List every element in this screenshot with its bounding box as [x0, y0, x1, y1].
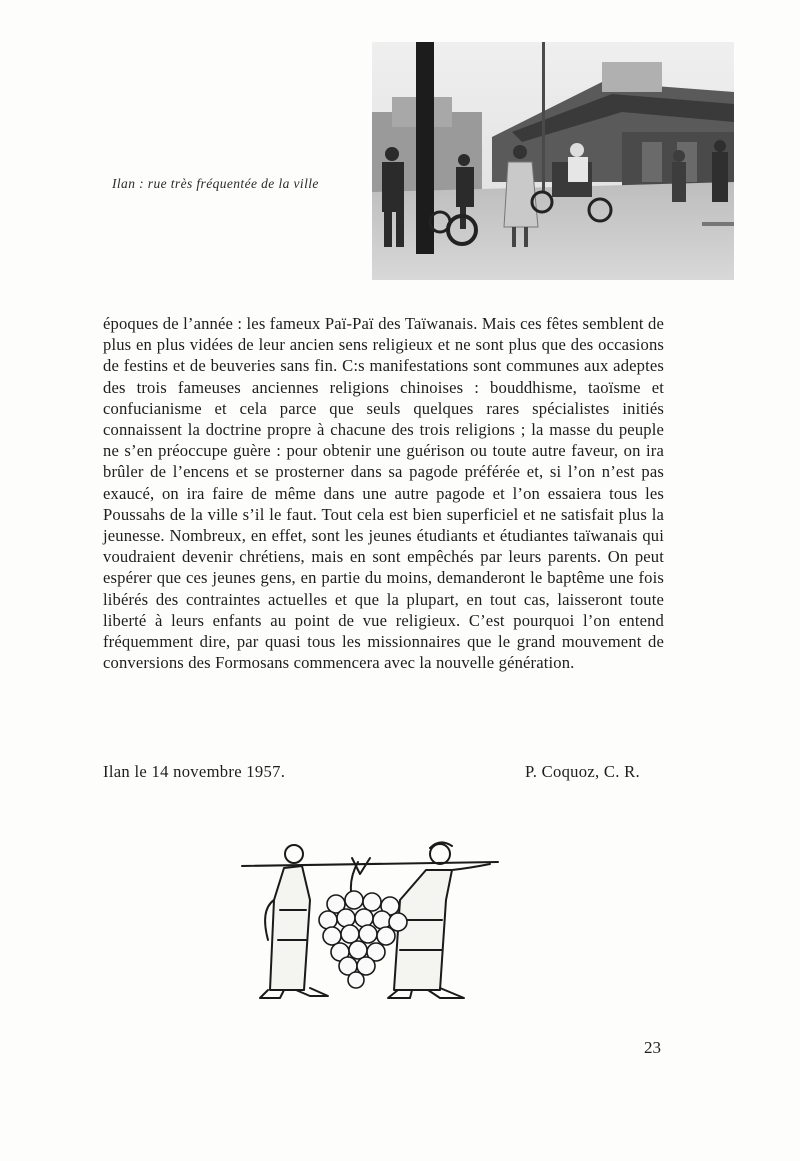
- grape-carriers-illustration: [240, 840, 502, 1002]
- street-photo: [372, 42, 734, 280]
- signature-line: [103, 762, 640, 782]
- body-text: époques de l’année : les fameux Paï-Paï des Taïwanais. Mais ces fêtes semblent de plus en plus vidées de leur ancien sens religieux et ne sont plus que des occasions de festins et de beuveries sans fin. C:s manifestations sont communes aux adeptes des trois fameuses anciennes religions chinoises : bouddhisme, taoïsme et confucianisme et cela parce que seuls quelques rares spécialistes initiés connaissent la doctrine propre à chacune des trois religions ; la masse du peuple ne s’en préoccupe guère : pour obtenir une guérison ou toute autre faveur, on ira brûler de l’encens et se prosterner dans sa pagode préférée et, si l’on n’est pas exaucé, on ira faire de même dans une autre pagode et l’on essaiera tous les Poussahs de la ville s’il le faut. Tout cela est bien superficiel et ne satisfait plus la jeunesse. Nombreux, en effet, sont les jeunes étudiants et étudiantes taïwanais qui voudraient devenir chrétiens, mais en sont empêchés par leurs parents. On peut espérer que ces jeunes gens, en partie du moins, demanderont le baptême une fois libérés des contraintes actuelles et que la plupart, en tout cas, laisseront toute liberté à leurs enfants au point de vue religieux. C’est pourquoi l’on entend fréquemment dire, par quasi tous les missionnaires que le grand mouvement de conversions des Formosans commencera avec la nouvelle génération.: [103, 314, 664, 673]
- photo-caption: Ilan : rue très fréquentée de la ville: [112, 176, 319, 191]
- author: P. Coquoz, C. R.: [525, 762, 640, 781]
- place-date: Ilan le 14 novembre 1957.: [103, 762, 286, 781]
- page-number: 23: [644, 1038, 661, 1057]
